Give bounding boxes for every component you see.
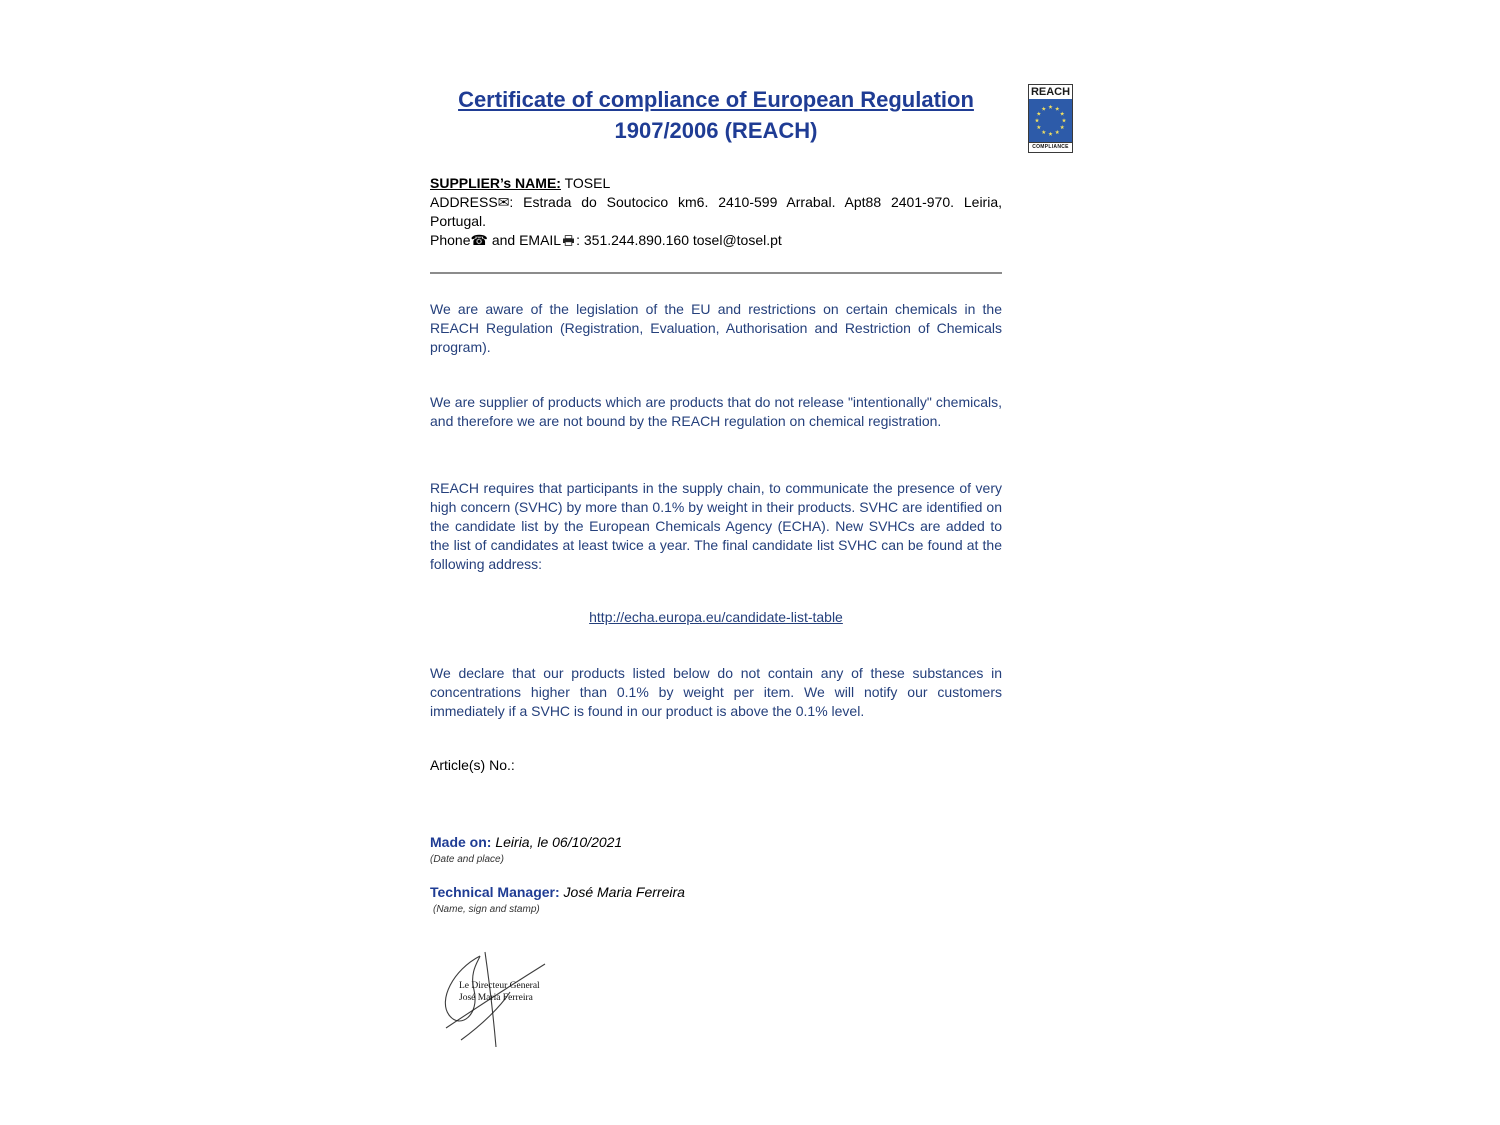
technical-manager-label: Technical Manager: [430,884,560,900]
article-number-label: Article(s) No.: [430,757,515,773]
paragraph-declaration: We declare that our products listed below do not contain any of these substances in concentrations higher than 0.1% by weight per item. We will notify our customers immediately if a SVHC is found in our product is above the 0.1% level. [430,665,1002,719]
page-title [430,84,1002,146]
supplier-name-line [430,174,1002,193]
fax-icon [562,235,575,246]
reach-logo-caption: COMPLIANCE [1029,142,1072,152]
supplier-name-value: TOSEL [560,175,611,191]
reach-compliance-logo [1028,84,1073,153]
made-on-value: Leiria, le 06/10/2021 [491,834,623,850]
paragraph-reach-requirements: REACH requires that participants in the supply chain, to communicate the presence of very high concern (SVHC) by more than 0.1% by weight in their products. SVHC are identified on the candidate list by the European Chemicals Agency (ECHA). New SVHCs are added to the list of candidates at least twice a year. The final candidate list SVHC can be found at the following address: [430,480,1002,572]
candidate-list-link[interactable]: http://echa.europa.eu/candidate-list-table [589,609,843,625]
supplier-contact-line [430,231,1002,250]
made-on-label: Made on: [430,834,492,850]
signature-text [459,980,540,1004]
technical-manager-value: José Maria Ferreira [559,884,685,900]
phone-label: Phone [430,232,471,248]
signature-title-line: Le Directeur General [459,981,540,991]
contact-value: : 351.244.890.160 tosel@tosel.pt [576,232,782,248]
candidate-list-link-row [430,608,1002,627]
supplier-name-label: SUPPLIER’s NAME: [430,175,561,191]
eu-stars-icon [1029,99,1072,142]
address-value: : Estrada do Soutocico km6. 2410-599 Arrabal. Apt88 2401-970. Leiria, Portugal. [430,194,1002,229]
made-on-caption: (Date and place) [430,854,504,865]
reach-logo-title: REACH [1030,86,1071,98]
technical-manager-line [430,883,1002,902]
signature-name-line: José Maria Ferreira [459,993,533,1003]
title-line-1: Certificate of compliance of European Regulation [458,87,974,112]
technical-manager-caption: (Name, sign and stamp) [433,904,540,915]
made-on-line [430,833,1002,852]
paragraph-supplier-statement: We are supplier of products which are products that do not release "intentionally" chemicals, and therefore we are not bound by the REACH regulation on chemical registration. [430,394,1002,429]
paragraph-awareness: We are aware of the legislation of the EU and restrictions on certain chemicals in the REACH Regulation (Registration, Evaluation, Authorisation and Restriction of Chemicals program). [430,301,1002,355]
signature-block [433,950,558,1052]
header-divider [430,272,1002,274]
supplier-block [430,174,1002,250]
address-label: ADDRESS [430,194,498,210]
supplier-address-line [430,193,1002,231]
title-line-2: 1907/2006 (REACH) [614,118,818,143]
email-label: and EMAIL [487,232,562,248]
document-body [430,84,1002,916]
phone-icon: ☎ [470,232,488,248]
envelope-icon: ✉ [497,194,510,210]
